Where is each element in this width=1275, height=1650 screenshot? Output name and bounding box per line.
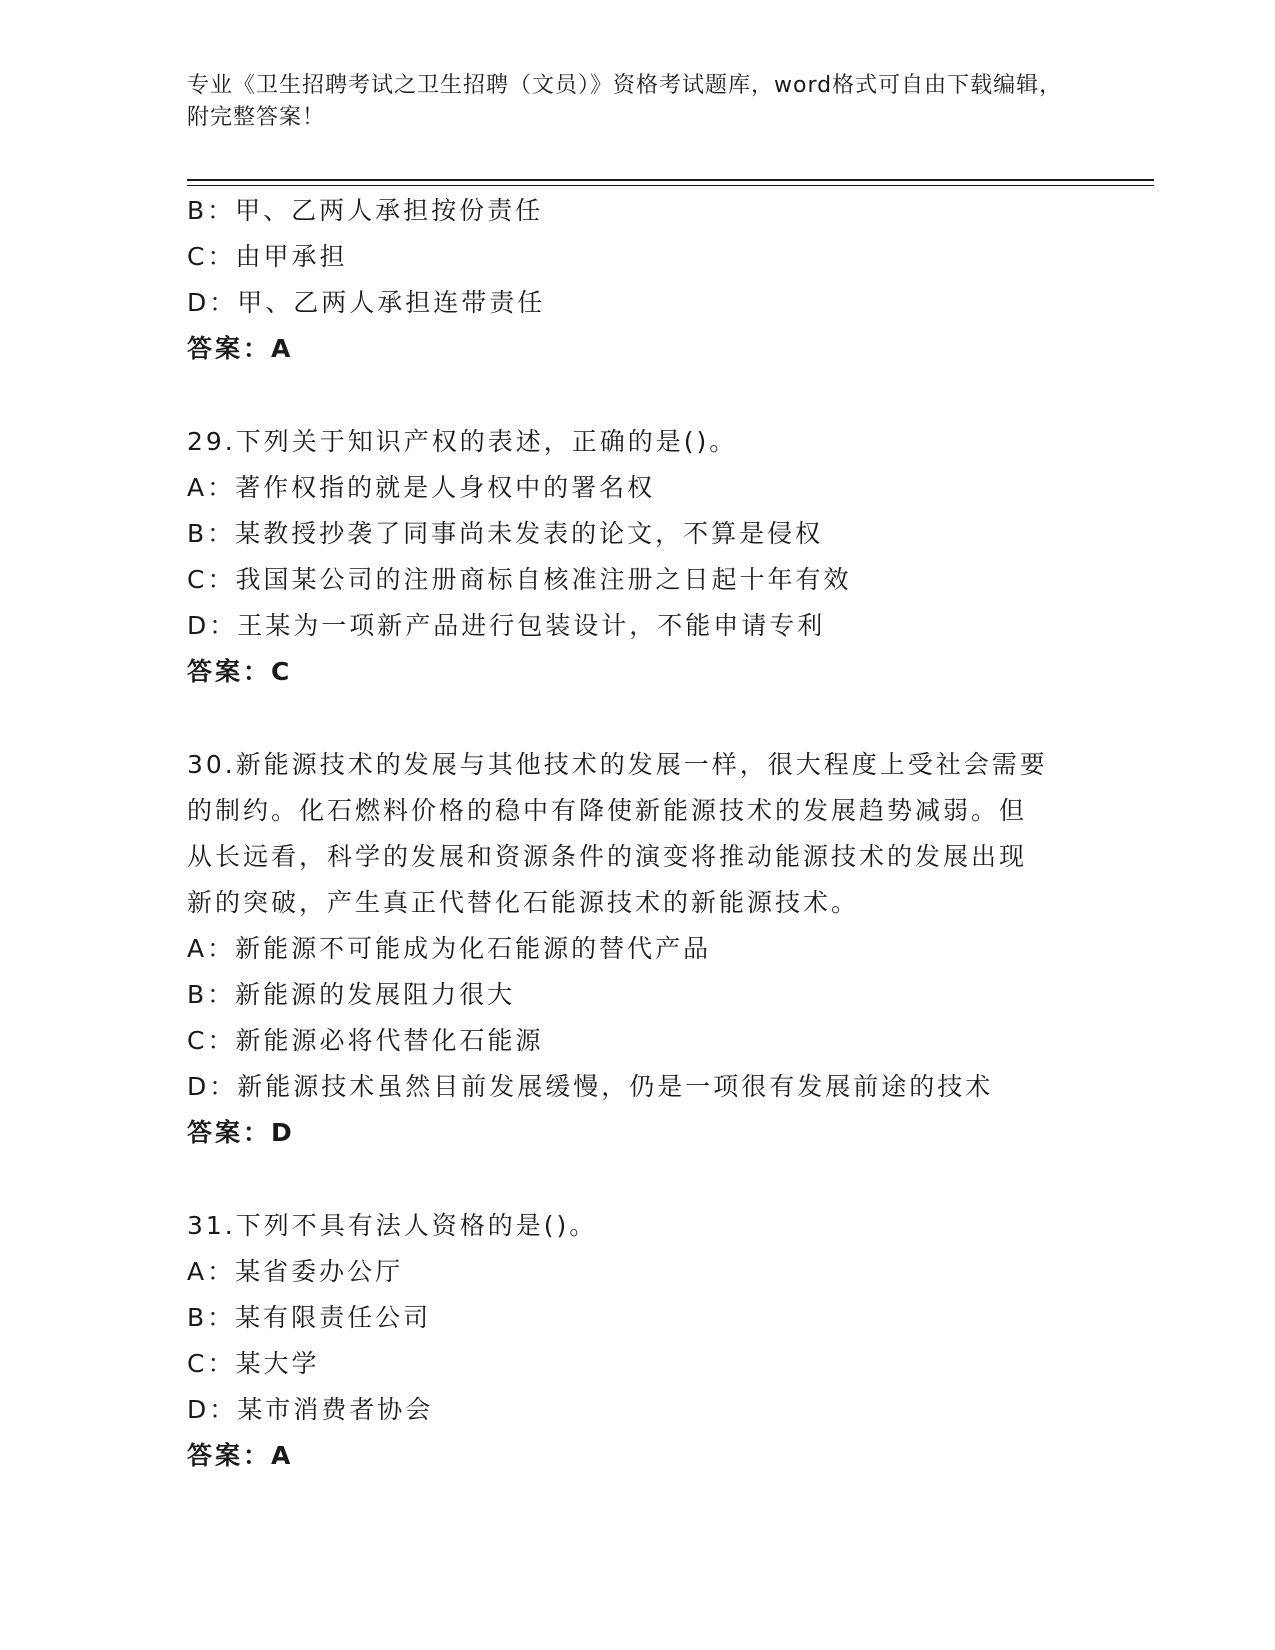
option-d: D：王某为一项新产品进行包装设计，不能申请专利 [187, 611, 826, 640]
option-b: B：甲、乙两人承担按份责任 [187, 196, 544, 225]
option-a: A：某省委办公厅 [187, 1257, 404, 1286]
question-29 [187, 419, 1147, 695]
question-stem: 29.下列关于知识产权的表述，正确的是()。 [187, 427, 738, 456]
question-stem-line: 新的突破，产生真正代替化石能源技术的新能源技术。 [187, 888, 860, 917]
option-c: C：新能源必将代替化石能源 [187, 1026, 544, 1055]
question-28-tail [187, 188, 1147, 372]
option-d: D：某市消费者协会 [187, 1395, 434, 1424]
question-stem-line: 30.新能源技术的发展与其他技术的发展一样，很大程度上受社会需要 [187, 750, 1048, 779]
option-b: B：某教授抄袭了同事尚未发表的论文，不算是侵权 [187, 519, 824, 548]
answer-line: 答案：D [187, 1118, 295, 1147]
option-a: A：新能源不可能成为化石能源的替代产品 [187, 934, 712, 963]
header-divider-thin [187, 185, 1154, 186]
option-c: C：某大学 [187, 1349, 320, 1378]
question-list [187, 188, 1147, 1479]
option-b: B：某有限责任公司 [187, 1303, 432, 1332]
question-stem: 31.下列不具有法人资格的是()。 [187, 1211, 598, 1240]
option-c: C：由甲承担 [187, 242, 348, 271]
header-divider-thick [187, 179, 1154, 181]
question-stem-line: 从长远看，科学的发展和资源条件的演变将推动能源技术的发展出现 [187, 842, 1028, 871]
answer-line: 答案：C [187, 657, 293, 686]
answer-line: 答案：A [187, 334, 294, 363]
option-d: D：甲、乙两人承担连带责任 [187, 288, 546, 317]
option-c: C：我国某公司的注册商标自核准注册之日起十年有效 [187, 565, 852, 594]
question-stem-line: 的制约。化石燃料价格的稳中有降使新能源技术的发展趋势减弱。但 [187, 796, 1028, 825]
option-b: B：新能源的发展阻力很大 [187, 980, 516, 1009]
document-header: 专业《卫生招聘考试之卫生招聘（文员）》资格考试题库，word格式可自由下载编辑，附完整答案！ [187, 73, 1063, 130]
answer-line: 答案：A [187, 1441, 294, 1470]
question-31 [187, 1203, 1147, 1479]
option-d: D：新能源技术虽然目前发展缓慢，仍是一项很有发展前途的技术 [187, 1072, 994, 1101]
option-a: A：著作权指的就是人身权中的署名权 [187, 473, 656, 502]
question-30 [187, 742, 1147, 1156]
